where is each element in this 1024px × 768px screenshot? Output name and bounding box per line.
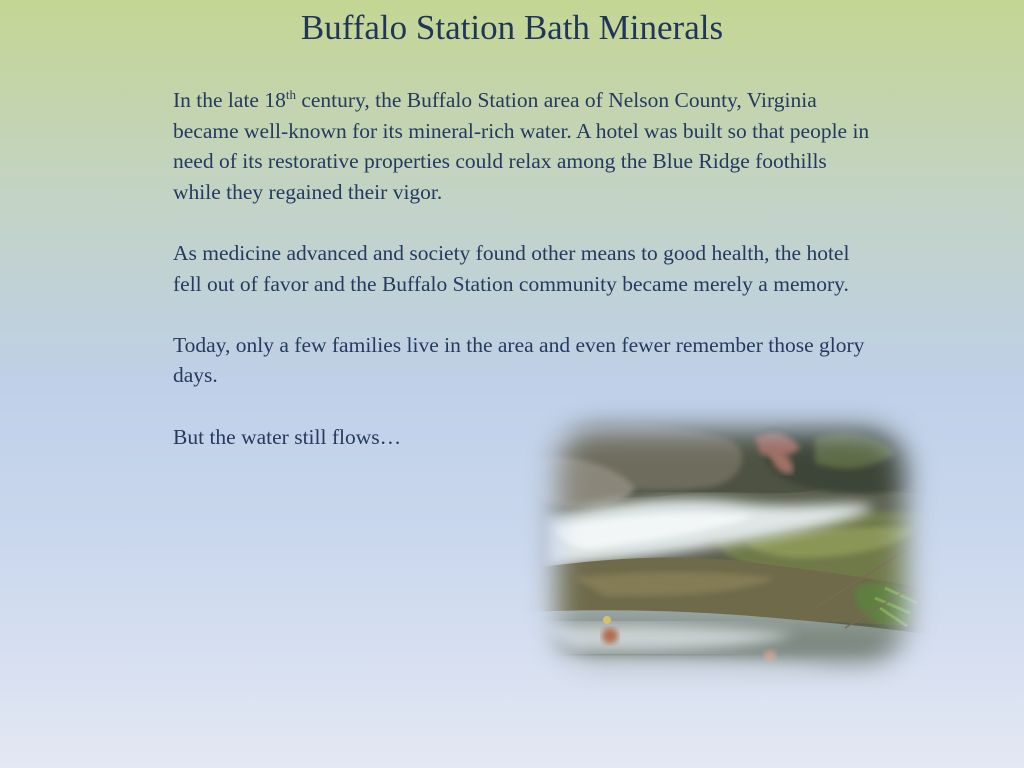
stream-photo-image [515,398,947,694]
paragraph-decline: As medicine advanced and society found other means to good health, the hotel fell out of favor and the Buffalo Station community became merely a memory. [173,240,850,296]
paragraph-closing: But the water still flows… [173,424,402,449]
ordinal-suffix: th [285,87,296,102]
slide-title: Buffalo Station Bath Minerals [300,8,724,47]
paragraph-history-start: In the late 18 [173,88,286,112]
stream-photo [515,398,947,694]
paragraph-history [173,85,873,207]
paragraph-today: Today, only a few families live in the area and even fewer remember those glory days. [173,332,865,388]
paragraph-history-rest: century, the Buffalo Station area of Nelson County, Virginia became well-known for its mineral-rich water. A hotel was built so that people in need of its restorative properties could relax among the Blue Ridge foothills while they regained their vigor. [173,88,870,204]
